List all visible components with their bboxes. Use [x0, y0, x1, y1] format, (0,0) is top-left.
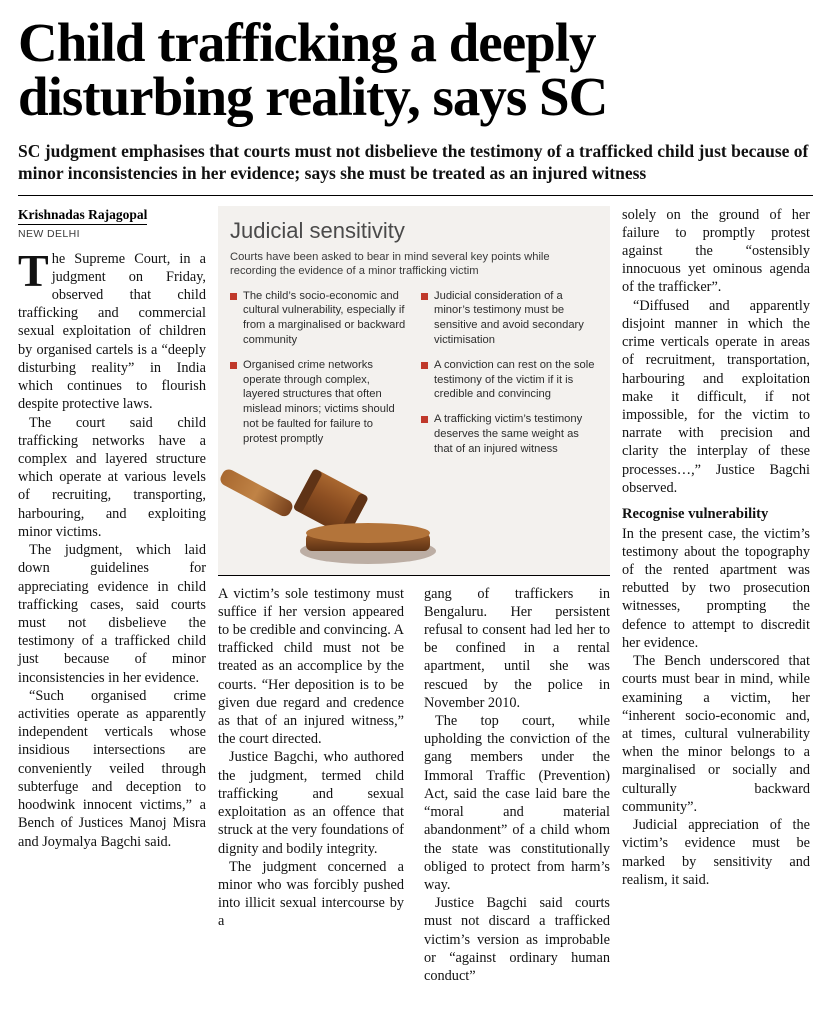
- list-item-text: A conviction can rest on the sole testimony of the victim if it is credible and convincing: [434, 358, 595, 401]
- infographic-points-left: [230, 289, 407, 467]
- center-block: [218, 206, 610, 986]
- standfirst: SC judgment emphasises that courts must not disbelieve the testimony of a trafficked child just because of minor inconsistencies in her evidence; says she must be treated as an injured witness: [18, 140, 809, 184]
- section-subheading: Recognise vulnerability: [622, 506, 769, 523]
- square-bullet-icon: [230, 362, 237, 369]
- drop-cap: T: [18, 244, 49, 296]
- center-text-columns: [218, 585, 610, 986]
- paragraph: [18, 244, 206, 414]
- paragraph: “Diffused and apparently disjoint manner in which the crime verticals operate in areas of recruitment, transportation, harbouring and exploitation make it difficult, if not impossible, for the victim to narrate with precision and clarity the interplay of these processes…,” Justice Bagchi observed.: [622, 297, 810, 496]
- paragraph: “Such organised crime activities operate as apparently independent verticals whose insidious intersections are conveniently veiled through subterfuge and deception to hoodwink innocent victims,” a Bench of Justices Manoj Misra and Joymalya Bagchi said.: [18, 687, 206, 850]
- infographic-subtitle: Courts have been asked to bear in mind several key points while recording the evidence of a minor trafficking victim: [230, 250, 550, 278]
- column-one: [18, 206, 218, 986]
- column-four: [610, 206, 810, 986]
- article-columns: [14, 206, 817, 986]
- list-item: [230, 289, 407, 348]
- infographic-points: [230, 289, 598, 467]
- list-item-text: Judicial consideration of a minor’s testimony must be sensitive and avoid secondary victimisation: [434, 289, 584, 347]
- graphic-fade: [218, 453, 610, 571]
- paragraph: The judgment concerned a minor who was forcibly pushed into illicit sexual intercourse by a: [218, 858, 404, 930]
- paragraph: gang of traffickers in Bengaluru. Her persistent refusal to consent had led her to be confined in a rental apartment, until she was rescued by the police in November 2010.: [424, 585, 610, 711]
- gavel-illustration-area: [218, 461, 610, 571]
- square-bullet-icon: [230, 293, 237, 300]
- paragraph: Justice Bagchi said courts must not discard a trafficked victim’s version as improbable or “against ordinary human conduct”: [424, 895, 610, 985]
- list-item: [421, 358, 598, 402]
- column-three: [414, 585, 610, 986]
- square-bullet-icon: [421, 416, 428, 423]
- header-divider: [18, 195, 813, 196]
- paragraph: The Bench underscored that courts must bear in mind, while examining a victim, her “inherent socio-economic and, at times, cultural vulnerability when the minor belongs to a marginalised or socially and culturally backward community”.: [622, 653, 810, 815]
- paragraph: Justice Bagchi, who authored the judgment, termed child trafficking and sexual exploitation as an offence that struck at the very foundations of dignity and bodily integrity.: [218, 749, 404, 857]
- column-two: [218, 585, 414, 986]
- dateline: NEW DELHI: [18, 227, 80, 240]
- paragraph: Judicial appreciation of the victim’s evidence must be marked by sensitivity and realism, it said.: [622, 817, 810, 888]
- paragraph: solely on the ground of her failure to promptly protest against the “ostensibly innocuous yet ominous agenda of the trafficker”.: [622, 206, 810, 296]
- byline: Krishnadas Rajagopal: [18, 207, 147, 225]
- paragraph: The court said child trafficking networks have a complex and layered structure which operate at various levels of recruiting, transporting, harbouring, and exploiting minor victims.: [18, 414, 206, 540]
- list-item: [421, 289, 598, 348]
- list-item-text: Organised crime networks operate through complex, layered structures that often mislead minors; victims should not be faulted for failure to protest promptly: [243, 358, 395, 445]
- square-bullet-icon: [421, 293, 428, 300]
- list-item-text: The child’s socio-economic and cultural vulnerability, especially if from a marginalised or backward community: [243, 289, 406, 347]
- square-bullet-icon: [421, 362, 428, 369]
- list-item-text: A trafficking victim’s testimony deserves the same weight as that of an injured witness: [434, 413, 583, 455]
- paragraph: The top court, while upholding the conviction of the gang members under the Immoral Traffic (Prevention) Act, said the case laid bare the “moral and material abandonment” of a child whom the state was constitutionally obliged to protect from harm’s way.: [424, 713, 610, 893]
- infographic-title: Judicial sensitivity: [230, 217, 405, 243]
- paragraph: In the present case, the victim’s testimony about the topography of the rented apartment was rebutted by two prosecution witnesses, prompting the defence to attempt to discredit her evidence.: [622, 525, 810, 651]
- list-item: [230, 358, 407, 447]
- page-title: Child trafficking a deeply disturbing reality, says SC: [18, 12, 608, 127]
- paragraph: A victim’s sole testimony must suffice if her version appeared to be credible and convincing. A trafficked child must not be treated as an accomplice by the courts. “Her deposition is to be given due regard and credence as that of an injured witness,” the court directed.: [218, 585, 404, 748]
- paragraph: The judgment, which laid down guidelines for appreciating evidence in child trafficking cases, said courts must not disbelieve the testimony of a trafficked child just because of minor inconsistencies in her evidence.: [18, 542, 206, 686]
- infographic-points-right: [421, 289, 598, 467]
- infographic-panel: [218, 206, 610, 576]
- infographic-content: [218, 206, 610, 467]
- paragraph-text: he Supreme Court, in a judgment on Friday, observed that child trafficking and commercial sexual exploitation of children by organised cartels is a “deeply disturbing reality” in India which continues to flourish despite protective laws.: [18, 250, 206, 413]
